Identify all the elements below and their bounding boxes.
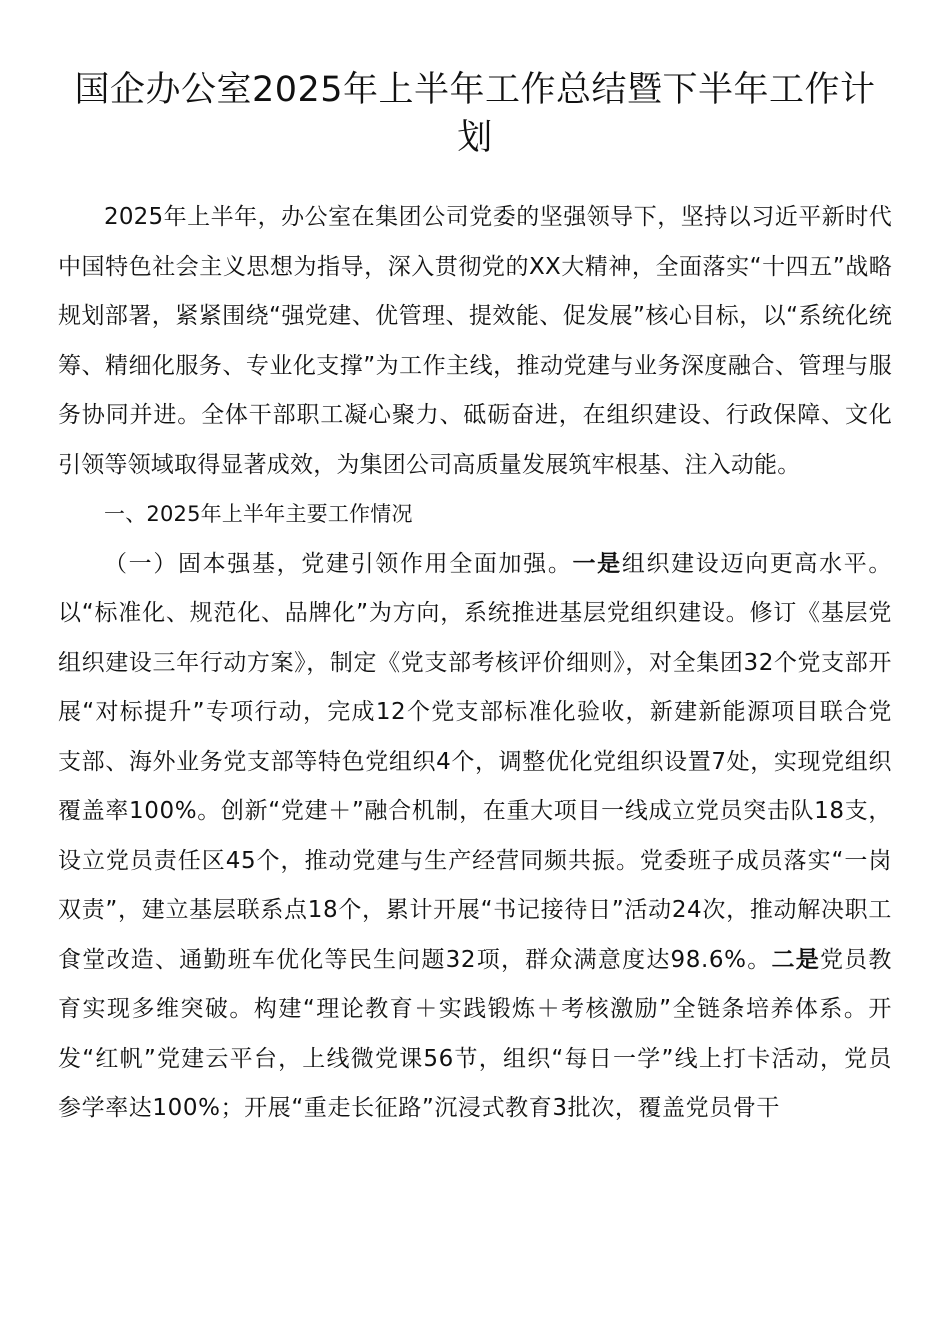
marker-one: 一是 [572,550,622,577]
intro-paragraph: 2025年上半年，办公室在集团公司党委的坚强领导下，坚持以习近平新时代中国特色社会主义思想为指导，深入贯彻党的XX大精神，全面落实“十四五”战略规划部署，紧紧围绕“强党建、优管理、提效能、促发展”核心目标，以“系统化统筹、精细化服务、专业化支撑”为工作主线，推动党建与业务深度融合、管理与服务协同并进。全体干部职工凝心聚力、砥砺奋进，在组织建设、行政保障、文化引领等领域取得显著成效，为集团公司高质量发展筑牢根基、注入动能。 [58,204,892,478]
subsection-lead: （一）固本强基，党建引领作用全面加强。 [104,550,573,577]
document-title: 国企办公室2025年上半年工作总结暨下半年工作计划 [74,70,876,158]
subsection-text-two: 党员教育实现多维突破。构建“理论教育＋实践锻炼＋考核激励”全链条培养体系。开发“红帆”党建云平台，上线微党课56节，组织“每日一学”线上打卡活动，党员参学率达100%；开展“重走长征路”沉浸式教育3批次，覆盖党员骨干 [58,946,892,1121]
subsection-paragraph [58,540,892,1134]
marker-two: 二是 [771,946,820,973]
section-heading: 一、2025年上半年主要工作情况 [104,502,413,526]
subsection-text-one: 组织建设迈向更高水平。以“标准化、规范化、品牌化”为方向，系统推进基层党组织建设。修订《基层党组织建设三年行动方案》，制定《党支部考核评价细则》，对全集团32个党支部开展“对标提升”专项行动，完成12个党支部标准化验收，新建新能源项目联合党支部、海外业务党支部等特色党组织4个，调整优化党组织设置7处，实现党组织覆盖率100%。创新“党建＋”融合机制，在重大项目一线成立党员突击队18支，设立党员责任区45个，推动党建与生产经营同频共振。党委班子成员落实“一岗双责”，建立基层联系点18个，累计开展“书记接待日”活动24次，推动解决职工食堂改造、通勤班车优化等民生问题32项，群众满意度达98.6%。 [58,550,893,973]
document-body [58,193,892,1134]
